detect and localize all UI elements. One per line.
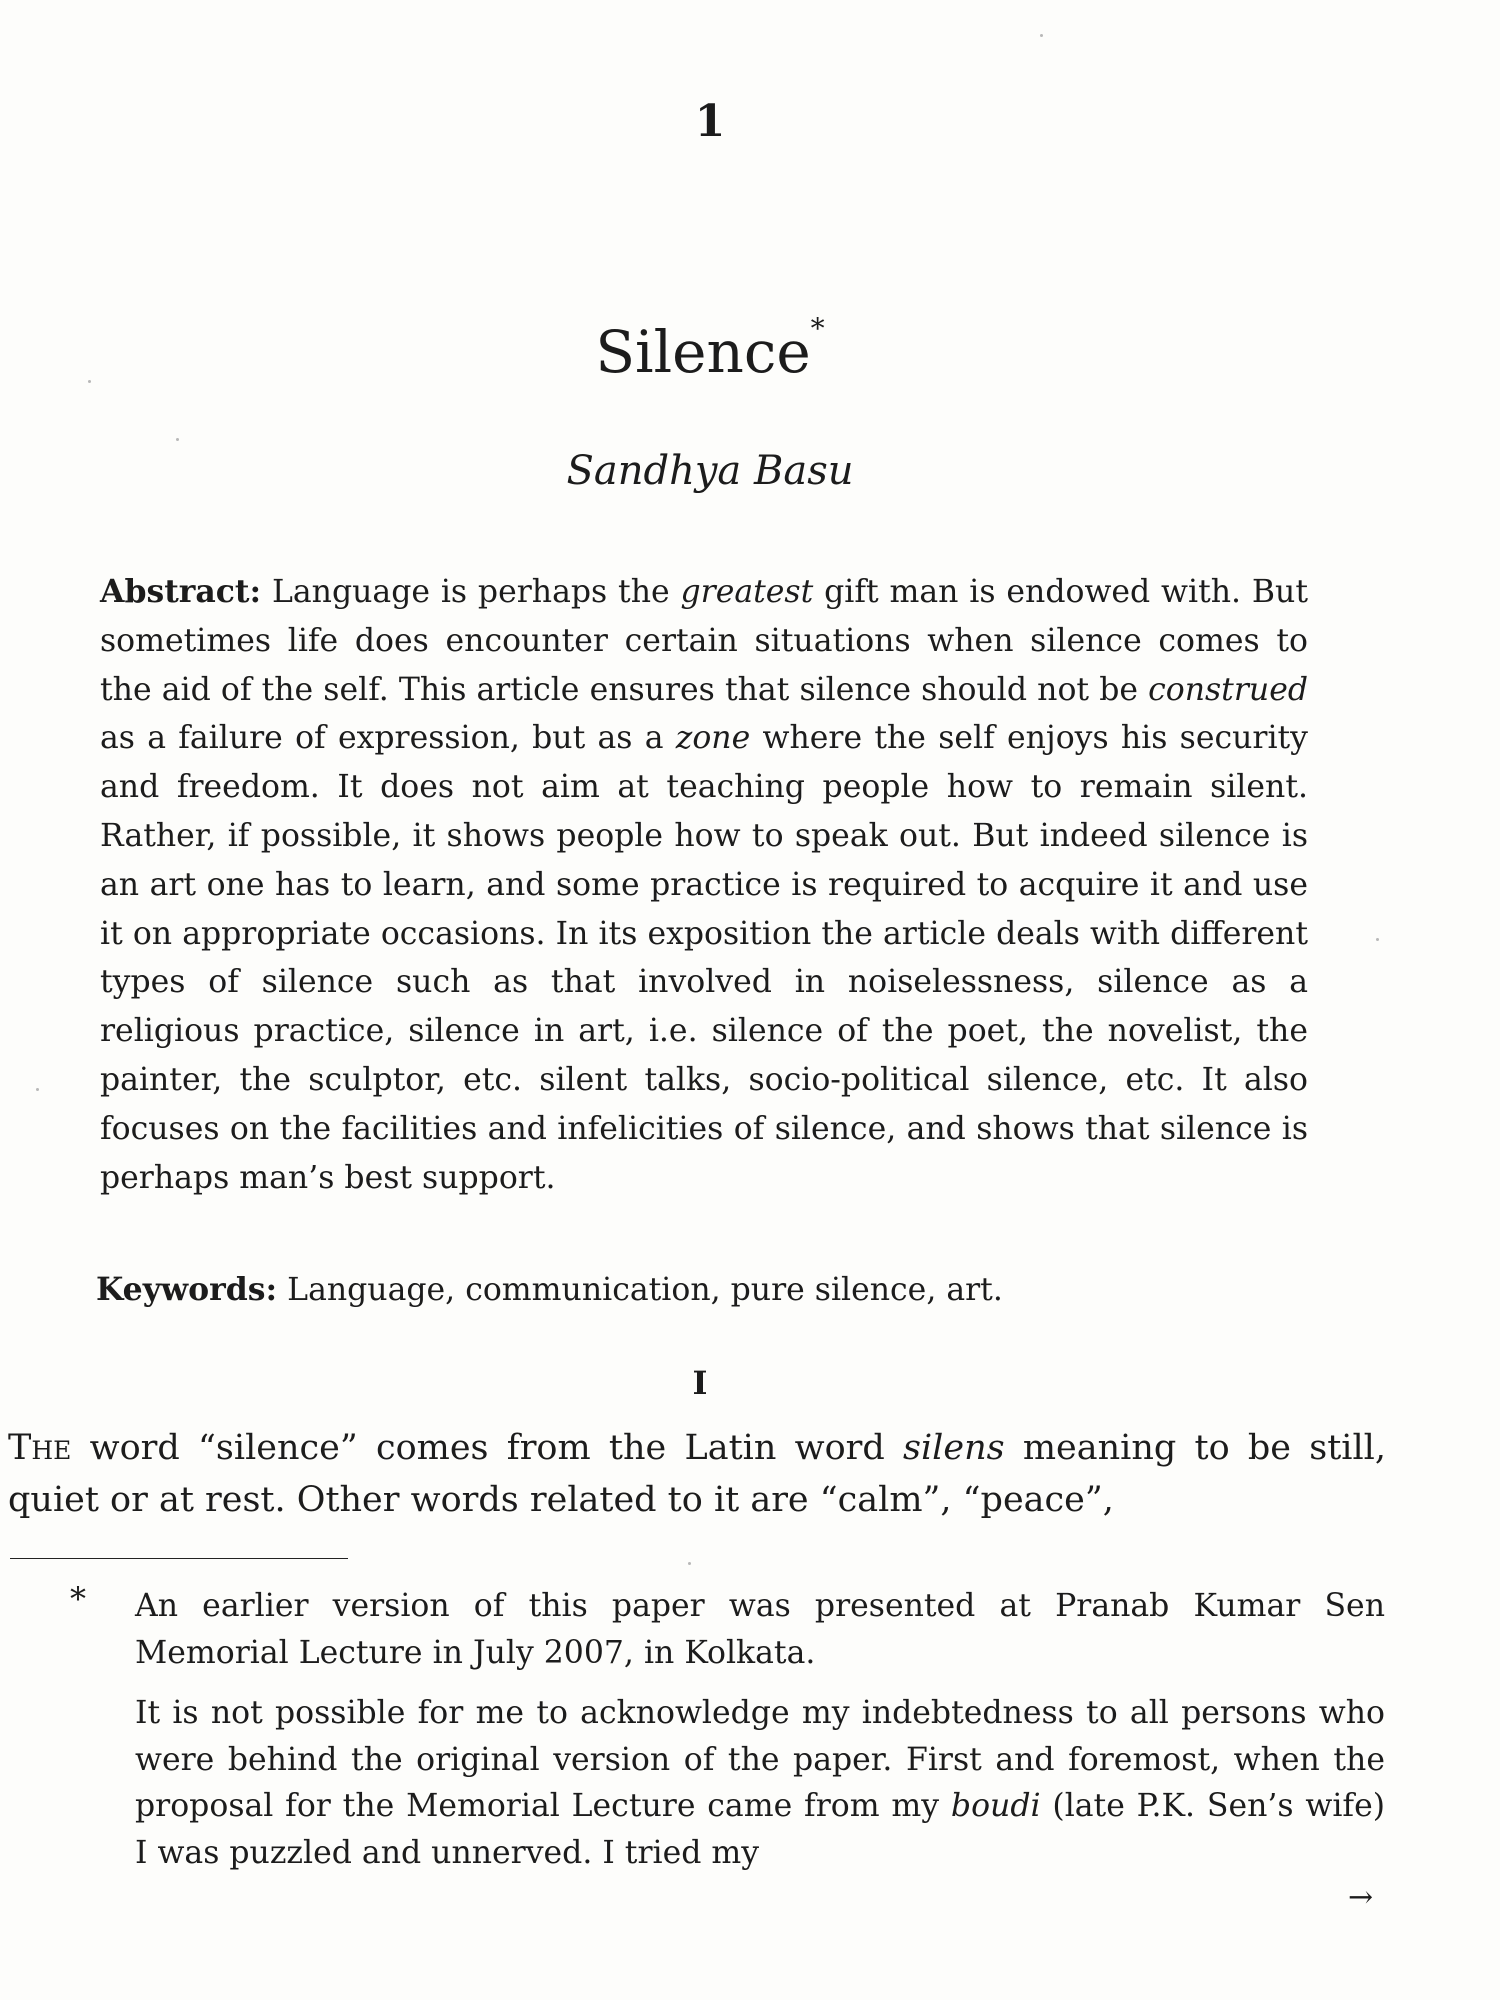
abstract-text-4: where the self enjoys his security and freedom. It does not aim at teaching people how to remain silent. Rather, if possible, it shows people how to speak out. But indeed silence is an art one has to learn, and some practice is required to acquire it and use it on appropriate occasions. In its exposition the article deals with different types of silence such as that involved in noiselessness, silence as a religious practice, silence in art, i.e. silence of the poet, the novelist, the painter, the sculptor, etc. silent talks, socio-political silence, etc. It also focuses on the facilities and infelicities of silence, and shows that silence is perhaps man’s best support. xyxy=(100,720,1308,1196)
keywords-text: Language, communication, pure silence, art. xyxy=(277,1272,1003,1308)
abstract-emphasis-3: zone xyxy=(675,720,751,757)
footnote-1: An earlier version of this paper was presented at Pranab Kumar Sen Memorial Lecture in July 2007, in Kolkata. xyxy=(135,1588,1385,1671)
abstract-text-1: Language is perhaps the xyxy=(261,574,681,610)
paper-speck xyxy=(88,380,91,383)
footnote-2-text-2: (late P.K. Sen’s wife) I was puzzled and unnerved. I tried my xyxy=(135,1788,1386,1871)
title-footnote-marker: * xyxy=(810,312,825,345)
footnote-divider xyxy=(10,1558,348,1559)
abstract xyxy=(100,568,1308,1202)
body-text-2: meaning to be still, quiet or at rest. Other words related to it are “calm”, “peace”, xyxy=(8,1428,1386,1520)
footnote-2-text-1: It is not possible for me to acknowledge my indebtedness to all persons who were behind the original version of the paper. First and foremost, when the proposal for the Memorial Lecture came from my xyxy=(135,1695,1385,1824)
body-lead-word: The xyxy=(8,1428,72,1468)
abstract-text-2: gift man is endowed with. But sometimes life does encounter certain situations when silence comes to the aid of the self. This article ensures that silence should not be xyxy=(100,574,1308,708)
section-heading: I xyxy=(692,1364,708,1402)
abstract-emphasis-2: construed xyxy=(1148,671,1308,708)
abstract-label: Abstract: xyxy=(100,573,262,610)
paper-speck xyxy=(36,1088,39,1091)
paper-speck xyxy=(1040,34,1043,37)
keywords-label: Keywords: xyxy=(96,1271,278,1308)
chapter-title xyxy=(0,312,1420,386)
paper-speck xyxy=(1376,938,1379,941)
abstract-emphasis-1: greatest xyxy=(680,574,814,610)
abstract-text-3: as a failure of expression, but as a xyxy=(100,720,676,757)
chapter-number: 1 xyxy=(694,96,726,147)
body-emphasis: silens xyxy=(903,1428,1005,1468)
keywords xyxy=(96,1266,1310,1314)
footnote-marker: * xyxy=(70,1580,86,1618)
continued-arrow-icon: → xyxy=(1348,1880,1374,1915)
footnote-2-emphasis: boudi xyxy=(950,1788,1041,1824)
author-name: Sandhya Basu xyxy=(566,448,854,494)
chapter-title-text: Silence xyxy=(595,318,811,386)
paper-speck xyxy=(176,438,179,441)
footnote-2 xyxy=(135,1690,1385,1876)
paper-speck xyxy=(688,1562,691,1565)
body-paragraph xyxy=(8,1422,1386,1526)
body-text-1: word “silence” comes from the Latin word xyxy=(71,1428,904,1468)
